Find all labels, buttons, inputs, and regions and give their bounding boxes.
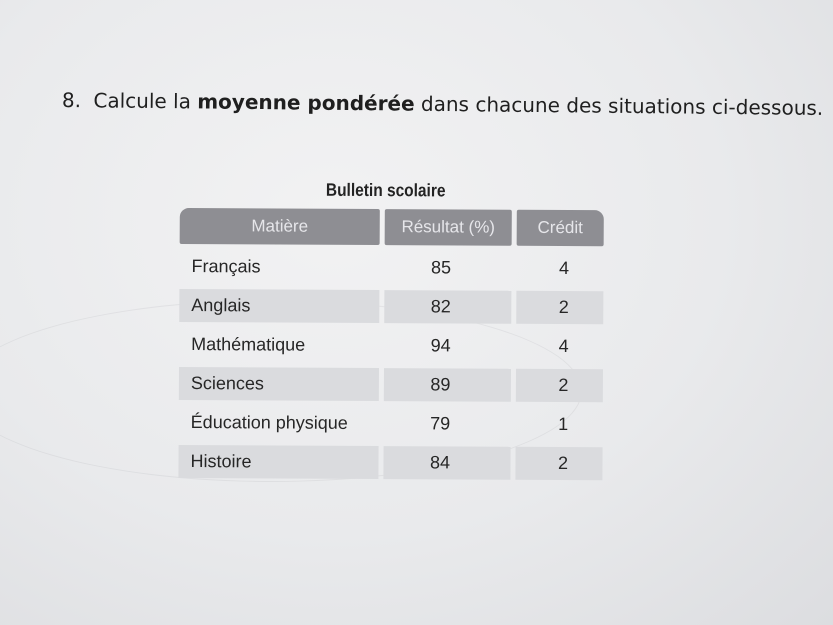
cell-credit: 1	[558, 413, 569, 435]
header-credit: Crédit	[517, 210, 604, 246]
table-row	[179, 289, 603, 324]
cell-credit: 2	[516, 369, 603, 402]
cell-result: 89	[384, 368, 511, 402]
header-subject: Matière	[180, 208, 380, 245]
cell-result: 82	[384, 290, 511, 324]
table-row	[178, 445, 602, 480]
question-text-before: Calcule la	[93, 88, 192, 114]
cell-subject: Éducation physique	[190, 412, 348, 433]
table-row	[179, 367, 603, 402]
cell-result: 94	[430, 335, 451, 356]
question-text-bold: moyenne pondérée	[197, 89, 415, 116]
grades-table	[173, 202, 608, 486]
cell-subject: Histoire	[178, 445, 378, 479]
table-row	[179, 406, 603, 441]
cell-credit: 2	[515, 447, 602, 480]
header-result: Résultat (%)	[385, 209, 512, 246]
cell-subject: Sciences	[179, 367, 379, 401]
question-text-after: dans chacune des situations ci-dessous.	[420, 91, 824, 120]
question-8	[62, 88, 823, 120]
cell-credit: 4	[558, 335, 569, 357]
question-number: 8.	[61, 88, 82, 113]
cell-credit: 4	[558, 257, 570, 279]
cell-subject: Mathématique	[191, 334, 306, 355]
report-card	[178, 176, 616, 486]
cell-result: 79	[430, 413, 451, 434]
table-row	[179, 328, 603, 363]
table-title: Bulletin scolaire	[325, 179, 446, 201]
table-row	[179, 250, 603, 285]
cell-subject: Anglais	[179, 289, 379, 323]
cell-subject: Français	[191, 256, 261, 277]
cell-result: 84	[383, 446, 510, 480]
table-header-row	[180, 208, 604, 246]
cell-result: 85	[430, 257, 452, 278]
cell-credit: 2	[516, 291, 603, 324]
